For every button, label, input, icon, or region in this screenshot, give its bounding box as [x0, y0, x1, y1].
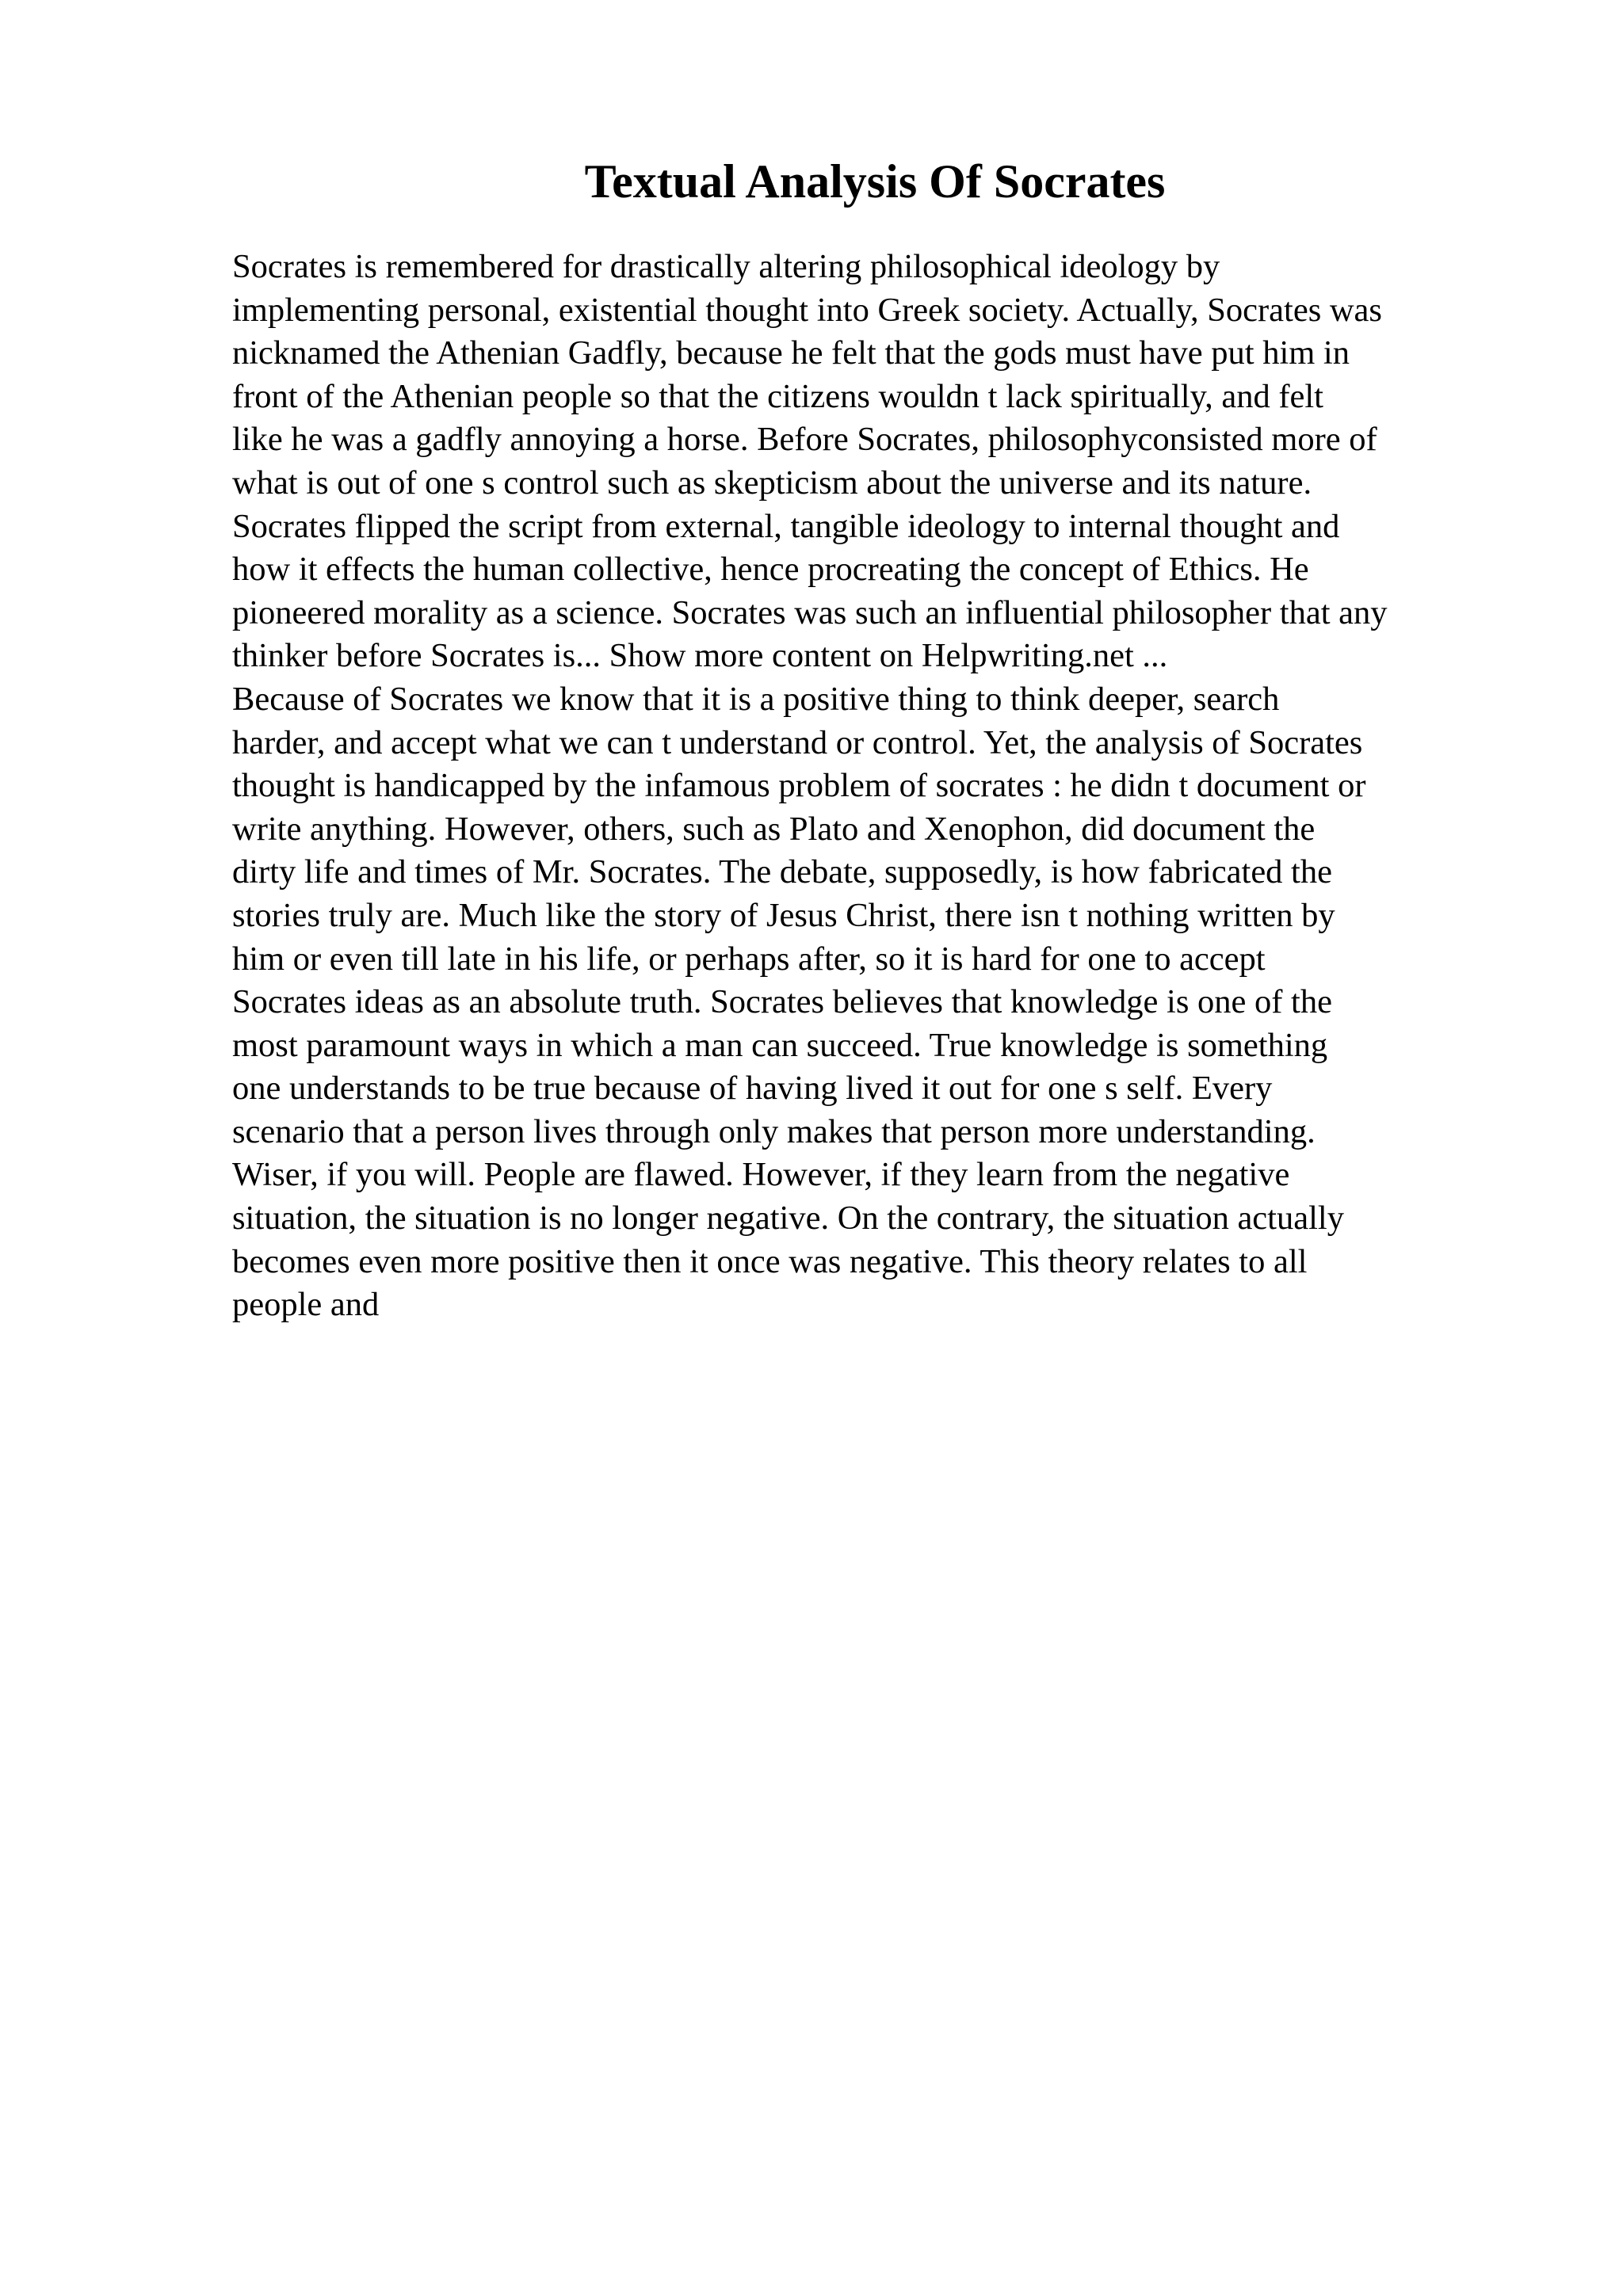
text-line: Because of Socrates we know that it is a positive thing to think deeper, search: [232, 680, 1280, 718]
text-line: pioneered morality as a science. Socrates was such an influential philosopher that any: [232, 593, 1388, 631]
text-line: nicknamed the Athenian Gadfly, because he felt that the gods must have put him in: [232, 334, 1350, 372]
text-line: like he was a gadfly annoying a horse. Before Socrates, philosophyconsisted more of: [232, 421, 1377, 459]
text-line: scenario that a person lives through only makes that person more understanding.: [232, 1112, 1316, 1150]
text-line: Wiser, if you will. People are flawed. However, if they learn from the negative: [232, 1156, 1290, 1194]
text-line: harder, and accept what we can t understand or control. Yet, the analysis of Socrates: [232, 723, 1363, 761]
text-line: front of the Athenian people so that the citizens wouldn t lack spiritually, and felt: [232, 377, 1323, 415]
text-line: one understands to be true because of having lived it out for one s self. Every: [232, 1070, 1273, 1108]
document-title: Textual Analysis Of Socrates: [584, 155, 1166, 208]
text-line: stories truly are. Much like the story of Jesus Christ, there isn t nothing written by: [232, 896, 1335, 934]
text-line: what is out of one s control such as skepticism about the universe and its nature.: [232, 463, 1312, 502]
text-line: thinker before Socrates is... Show more content on Helpwriting.net ...: [232, 637, 1168, 675]
text-line: most paramount ways in which a man can succeed. True knowledge is something: [232, 1026, 1328, 1064]
text-line: write anything. However, others, such as Plato and Xenophon, did document the: [232, 810, 1316, 848]
text-line: situation, the situation is no longer negative. On the contrary, the situation actually: [232, 1199, 1344, 1238]
text-line: Socrates is remembered for drastically altering philosophical ideology by: [232, 248, 1220, 285]
text-line: Socrates flipped the script from external, tangible ideology to internal thought and: [232, 507, 1340, 545]
text-line: him or even till late in his life, or perhaps after, so it is hard for one to accept: [232, 940, 1266, 978]
document-body: [232, 246, 1595, 1327]
text-line: becomes even more positive then it once was negative. This theory relates to all: [232, 1242, 1308, 1280]
text-line: thought is handicapped by the infamous problem of socrates : he didn t document or: [232, 767, 1366, 805]
text-line: dirty life and times of Mr. Socrates. The debate, supposedly, is how fabricated the: [232, 853, 1332, 891]
text-line: Socrates ideas as an absolute truth. Socrates believes that knowledge is one of the: [232, 983, 1332, 1021]
text-line: people and: [232, 1286, 380, 1324]
text-line: how it effects the human collective, hence procreating the concept of Ethics. He: [232, 551, 1309, 589]
text-line: implementing personal, existential thought into Greek society. Actually, Socrates was: [232, 291, 1382, 329]
